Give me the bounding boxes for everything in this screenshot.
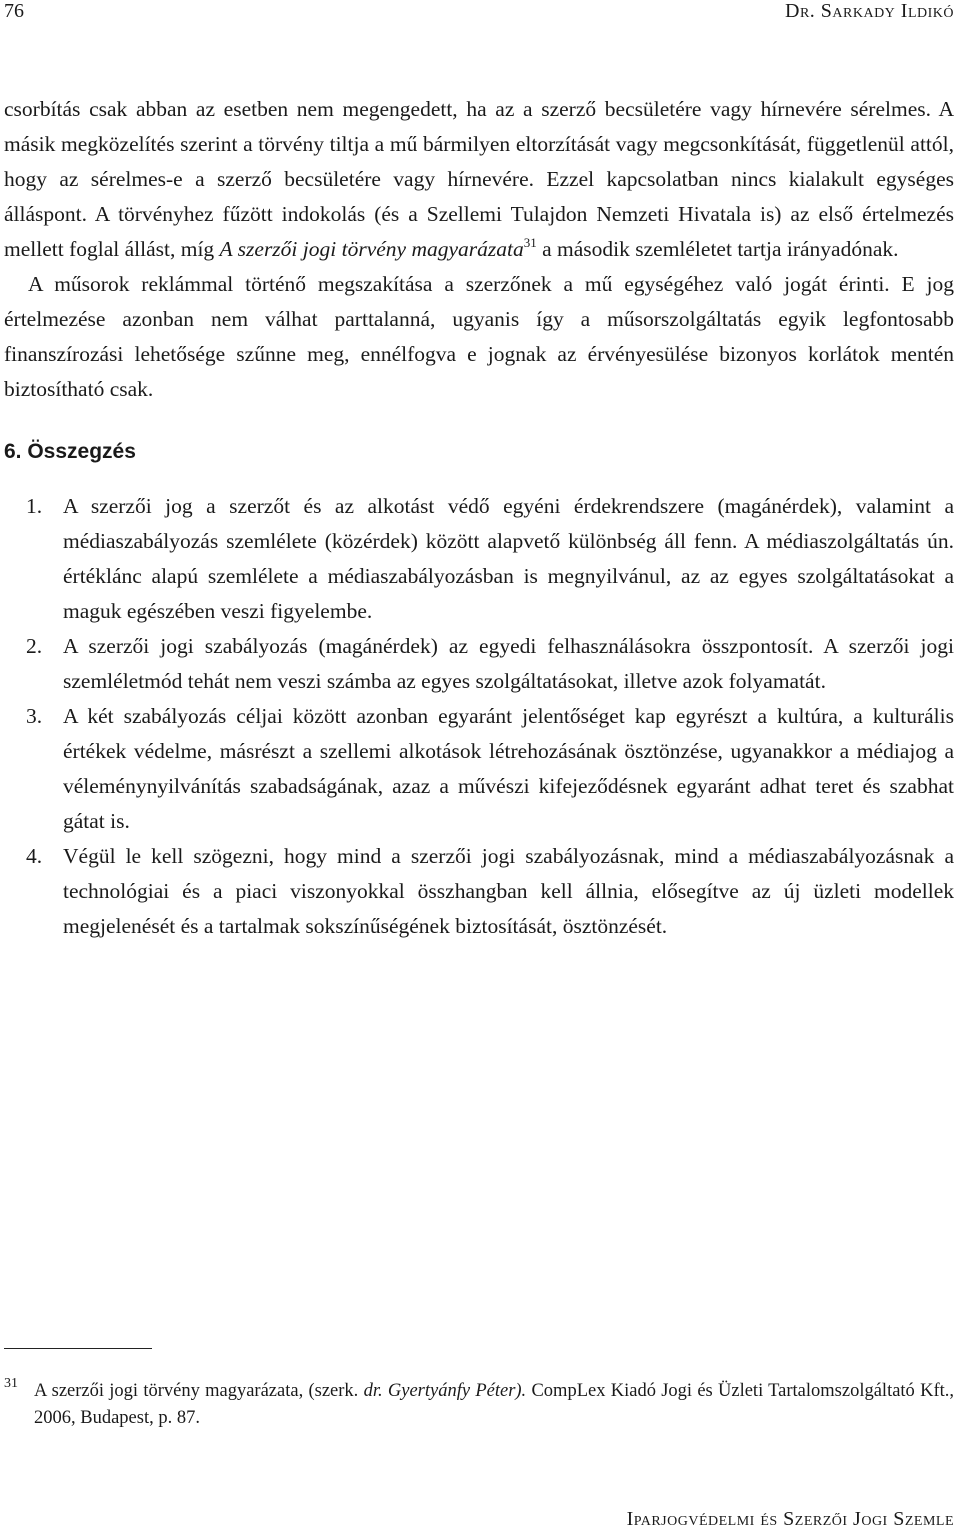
footnote-marker: 31 bbox=[4, 1376, 18, 1391]
footnote-editor: dr. Gyertyánfy Péter). bbox=[363, 1381, 527, 1401]
summary-list bbox=[4, 489, 954, 944]
footnote-text bbox=[4, 1378, 954, 1432]
list-item-text: A szerzői jog a szerzőt és az alkotást védő egyéni érdekrendszere (magánérdek), valamint a médiaszabályozás szemlélete (közérdek) között alapvető különbség áll fenn. A médiaszolgáltatás ún. értéklánc alapú szemlélete a médiaszabályozásban is megnyilvánul, az az egyes szolgáltatásokat a maguk egészében veszi figyelembe. bbox=[63, 494, 954, 623]
list-item bbox=[4, 629, 954, 699]
list-item bbox=[4, 839, 954, 944]
list-item-text: A két szabályozás céljai között azonban egyaránt jelentőséget kap egyrészt a kultúra, a kulturális értékek védelme, másrészt a szellemi alkotások létrehozásának ösztönzése, ugyanakkor a médiajog a véleménynyilvánítás szabadságának, azaz a művészi kifejeződésnek egyaránt adhat teret és szabhat gátat is. bbox=[63, 704, 954, 833]
footnote-text-part: CompLex Kiadó Jogi és Üzleti Tartalomszolgáltató Kft., 2006, Budapest, p. 87. bbox=[34, 1381, 954, 1428]
main-text bbox=[4, 92, 954, 944]
paragraph: A műsorok reklámmal történő megszakítása a szerzőnek a mű egységéhez való jogát érinti. E jog értelmezése azonban nem válhat parttalanná, ugyanis így a műsorszolgáltatás egyik legfontosabb finanszírozási lehetősége szűnne meg, ennélfogva e jognak az érvényesülése bizonyos korlátok mentén biztosítható csak. bbox=[4, 272, 954, 401]
list-item bbox=[4, 489, 954, 629]
footnote-reference: 31 bbox=[523, 235, 537, 250]
paragraph bbox=[4, 92, 954, 267]
footnote bbox=[4, 1378, 954, 1432]
page-number: 76 bbox=[4, 0, 24, 22]
paragraph-text: csorbítás csak abban az esetben nem megengedett, ha az a szerző becsületére vagy hírnevére sérelmes. A másik megközelítés szerint a törvény tiltja a mű bármilyen eltorzítását vagy megcsonkítását, függetlenül attól, hogy az sérelmes-e a szerző becsületére vagy hírnevére. Ezzel kapcsolatban nincs kialakult egységes álláspont. A törvényhez fűzött indokolás (és a Szellemi Tulajdon Nemzeti Hivatala is) az első értelmezés mellett foglal állást, míg bbox=[4, 97, 954, 261]
footnote-divider bbox=[4, 1348, 152, 1349]
list-item-number: 1. bbox=[26, 494, 43, 518]
journal-title-footer: Iparjogvédelmi és Szerzői Jogi Szemle bbox=[626, 1508, 954, 1530]
list-item-number: 3. bbox=[26, 704, 43, 728]
list-item-text: A szerzői jogi szabályozás (magánérdek) az egyedi felhasználásokra összpontosít. A szerzői jogi szemléletmód tehát nem veszi számba az egyes szolgáltatásokat, illetve azok folyamatát. bbox=[63, 634, 954, 693]
section-heading: 6. Összegzés bbox=[4, 440, 136, 463]
list-item-number: 4. bbox=[26, 844, 43, 868]
list-item bbox=[4, 699, 954, 839]
running-head-author: Dr. Sarkady Ildikó bbox=[785, 0, 954, 22]
footnote-text-part: A szerzői jogi törvény magyarázata, (szerk. bbox=[34, 1381, 364, 1401]
cited-work-title: A szerzői jogi törvény magyarázata bbox=[219, 237, 524, 261]
list-item-text: Végül le kell szögezni, hogy mind a szerzői jogi szabályozásnak, mind a médiaszabályozásnak a technológiai és a piaci viszonyokkal összhangban kell állnia, elősegítve az új üzleti modellek megjelenését és a tartalmak sokszínűségének biztosítását, ösztönzését. bbox=[63, 844, 954, 938]
list-item-number: 2. bbox=[26, 634, 43, 658]
paragraph-text: a második szemléletet tartja irányadónak. bbox=[536, 237, 899, 261]
